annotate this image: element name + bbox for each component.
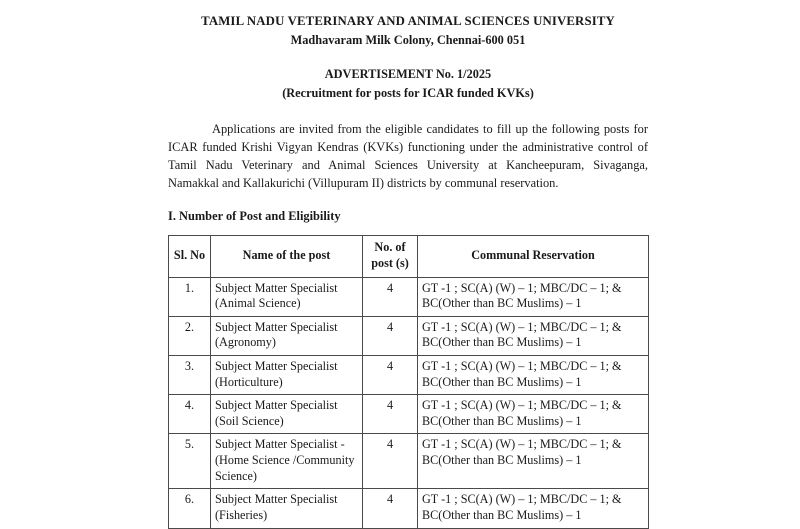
post-name-line-2: (Fisheries) <box>215 507 268 522</box>
column-header-sl-no: Sl. No <box>169 236 211 277</box>
cell-communal-reservation <box>418 395 649 434</box>
cell-sl-no: 6. <box>169 489 211 528</box>
section-heading-number-of-post: I. Number of Post and Eligibility <box>168 208 341 223</box>
reservation-line-1: GT -1 ; SC(A) (W) – 1; MBC/DC – 1; & <box>422 359 622 374</box>
column-header-no-of-posts <box>363 236 418 277</box>
post-name-line-1: Subject Matter Specialist <box>215 280 338 295</box>
reservation-line-1: GT -1 ; SC(A) (W) – 1; MBC/DC – 1; & <box>422 398 622 413</box>
document-content <box>168 0 648 529</box>
table-row <box>169 489 649 528</box>
post-name-line-3: Science) <box>215 468 257 483</box>
cell-name-of-post <box>211 489 363 528</box>
post-name-line-1: Subject Matter Specialist <box>215 398 338 413</box>
cell-sl-no: 4. <box>169 395 211 434</box>
cell-communal-reservation <box>418 489 649 528</box>
post-name-line-2: (Animal Science) <box>215 296 301 311</box>
intro-paragraph: Applications are invited from the eligible candidates to fill up the following posts for ICAR funded Krishi Vigyan Kendras (KVKs) functioning under the administrative control of Tamil Nadu Veterinary and Animal Sciences University at Kancheepuram, Sivaganga, Namakkal and Kallakurichi (Villupuram II) districts by communal reservation. <box>168 122 648 191</box>
table-row <box>169 395 649 434</box>
posts-table <box>168 235 649 528</box>
university-address: Madhavaram Milk Colony, Chennai-600 051 <box>290 32 526 47</box>
table-header-row <box>169 236 649 277</box>
post-name-line-2: (Horticulture) <box>215 374 283 389</box>
reservation-line-1: GT -1 ; SC(A) (W) – 1; MBC/DC – 1; & <box>422 319 622 334</box>
reservation-line-2: BC(Other than BC Muslims) – 1 <box>422 413 582 428</box>
cell-no-of-posts: 4 <box>363 395 418 434</box>
column-header-name-of-post: Name of the post <box>211 236 363 277</box>
post-name-line-2: (Soil Science) <box>215 413 284 428</box>
table-row <box>169 277 649 316</box>
cell-no-of-posts: 4 <box>363 489 418 528</box>
cell-no-of-posts: 4 <box>363 316 418 355</box>
cell-name-of-post <box>211 395 363 434</box>
reservation-line-1: GT -1 ; SC(A) (W) – 1; MBC/DC – 1; & <box>422 437 622 452</box>
advertisement-subtitle: (Recruitment for posts for ICAR funded KVKs) <box>282 85 534 100</box>
cell-sl-no: 1. <box>169 277 211 316</box>
university-name: TAMIL NADU VETERINARY AND ANIMAL SCIENCES UNIVERSITY <box>201 14 615 28</box>
post-name-line-1: Subject Matter Specialist - <box>215 437 345 452</box>
reservation-line-2: BC(Other than BC Muslims) – 1 <box>422 453 582 468</box>
table-header <box>169 236 649 277</box>
reservation-line-1: GT -1 ; SC(A) (W) – 1; MBC/DC – 1; & <box>422 280 622 295</box>
cell-name-of-post <box>211 277 363 316</box>
cell-sl-no: 2. <box>169 316 211 355</box>
advertisement-number: ADVERTISEMENT No. 1/2025 <box>324 67 492 82</box>
post-name-line-1: Subject Matter Specialist <box>215 319 338 334</box>
table-row <box>169 434 649 489</box>
table-row <box>169 316 649 355</box>
cell-name-of-post <box>211 316 363 355</box>
cell-sl-no: 5. <box>169 434 211 489</box>
cell-communal-reservation <box>418 316 649 355</box>
cell-communal-reservation <box>418 277 649 316</box>
column-header-no-of-posts-line2: post (s) <box>371 255 409 270</box>
cell-no-of-posts: 4 <box>363 277 418 316</box>
cell-no-of-posts: 4 <box>363 434 418 489</box>
cell-sl-no: 3. <box>169 356 211 395</box>
post-name-line-2: (Home Science /Community <box>215 453 355 468</box>
reservation-line-2: BC(Other than BC Muslims) – 1 <box>422 374 582 389</box>
reservation-line-2: BC(Other than BC Muslims) – 1 <box>422 507 582 522</box>
table-row <box>169 356 649 395</box>
cell-communal-reservation <box>418 356 649 395</box>
post-name-line-1: Subject Matter Specialist <box>215 359 338 374</box>
table-body <box>169 277 649 528</box>
column-header-communal-reservation: Communal Reservation <box>418 236 649 277</box>
post-name-line-1: Subject Matter Specialist <box>215 492 338 507</box>
cell-communal-reservation <box>418 434 649 489</box>
cell-no-of-posts: 4 <box>363 356 418 395</box>
cell-name-of-post <box>211 434 363 489</box>
reservation-line-2: BC(Other than BC Muslims) – 1 <box>422 335 582 350</box>
document-header <box>168 14 648 101</box>
cell-name-of-post <box>211 356 363 395</box>
post-name-line-2: (Agronomy) <box>215 335 276 350</box>
column-header-no-of-posts-line1: No. of <box>374 240 406 255</box>
reservation-line-2: BC(Other than BC Muslims) – 1 <box>422 296 582 311</box>
reservation-line-1: GT -1 ; SC(A) (W) – 1; MBC/DC – 1; & <box>422 492 622 507</box>
